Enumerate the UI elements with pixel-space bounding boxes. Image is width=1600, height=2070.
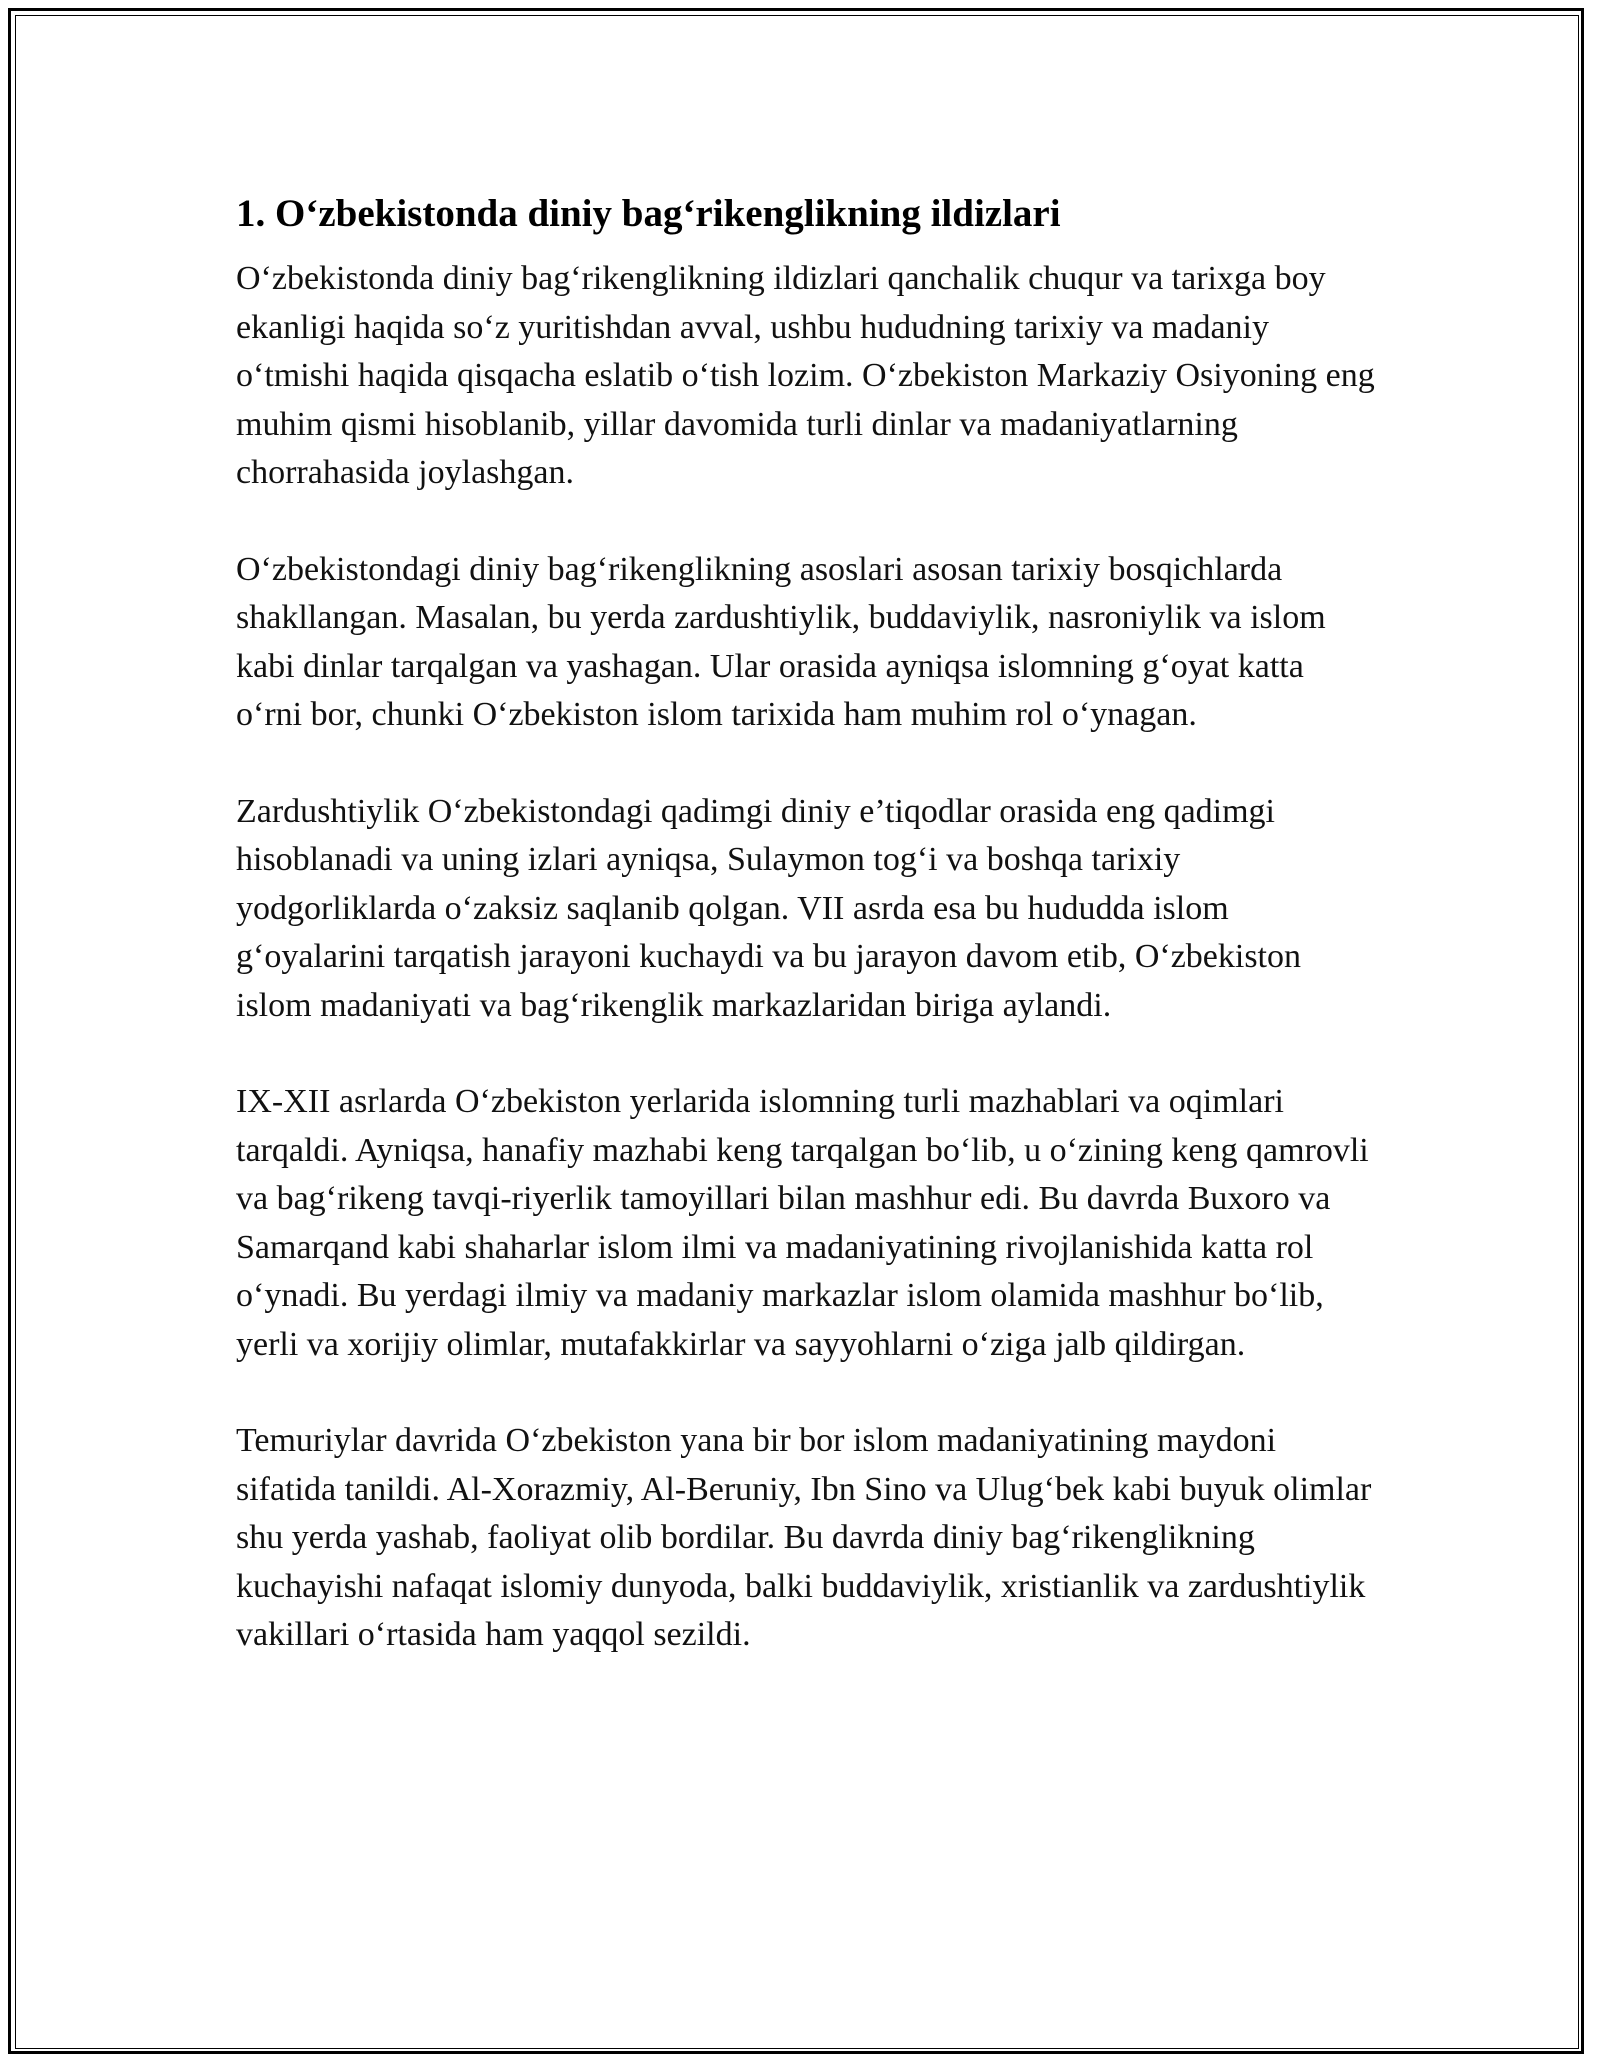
paragraph-2: O‘zbekistondagi diniy bag‘rikenglikning asoslari asosan tarixiy bosqichlarda shakllangan. Masalan, bu yerda zardushtiylik, buddaviylik, nasroniylik va islom kabi dinlar tarqalgan va yashagan. Ular orasida ayniqsa islomning g‘oyat katta o‘rni bor, chunki O‘zbekiston islom tarixida ham muhim rol o‘ynagan. xyxy=(236,550,1326,733)
paragraph-5: Temuriylar davrida O‘zbekiston yana bir bor islom madaniyatining maydoni sifatida tanildi. Al-Xorazmiy, Al-Beruniy, Ibn Sino va Ulug‘bek kabi buyuk olimlar shu yerda yashab, faoliyat olib bordilar. Bu davrda diniy bag‘rikenglikning kuchayishi nafaqat islomiy dunyoda, balki buddaviylik, xristianlik va zardushtiylik vakillari o‘rtasida ham yaqqol sezildi. xyxy=(236,1422,1372,1653)
document-body xyxy=(236,185,1376,1708)
section-heading: 1. O‘zbekistonda diniy bag‘rikenglikning ildizlari xyxy=(236,192,1061,235)
paragraph-3: Zardushtiylik O‘zbekistondagi qadimgi diniy e’tiqodlar orasida eng qadimgi hisoblanadi va uning izlari ayniqsa, Sulaymon tog‘i va boshqa tarixiy yodgorliklarda o‘zaksiz saqlanib qolgan. VII asrda esa bu hududda islom g‘oyalarini tarqatish jarayoni kuchaydi va bu jarayon davom etib, O‘zbekiston islom madaniyati va bag‘rikenglik markazlaridan biriga aylandi. xyxy=(236,792,1302,1024)
paragraph-4: IX-XII asrlarda O‘zbekiston yerlarida islomning turli mazhablari va oqimlari tarqaldi. Ayniqsa, hanafiy mazhabi keng tarqalgan bo‘lib, u o‘zining keng qamrovli va bag‘rikeng tavqi-riyerlik tamoyillari bilan mashhur edi. Bu davrda Buxoro va Samarqand kabi shaharlar islom ilmi va madaniyatining rivojlanishida katta rol o‘ynadi. Bu yerdagi ilmiy va madaniy markazlar islom olamida mashhur bo‘lib, yerli va xorijiy olimlar, mutafakkirlar va sayyohlarni o‘ziga jalb qildirgan. xyxy=(236,1083,1369,1363)
paragraph-1: O‘zbekistonda diniy bag‘rikenglikning ildizlari qanchalik chuqur va tarixga boy ekanligi haqida so‘z yuritishdan avval, ushbu hududning tarixiy va madaniy o‘tmishi haqida qisqacha eslatib o‘tish lozim. O‘zbekiston Markaziy Osiyoning eng muhim qismi hisoblanib, yillar davomida turli dinlar va madaniyatlarning chorrahasida joylashgan. xyxy=(236,260,1375,491)
